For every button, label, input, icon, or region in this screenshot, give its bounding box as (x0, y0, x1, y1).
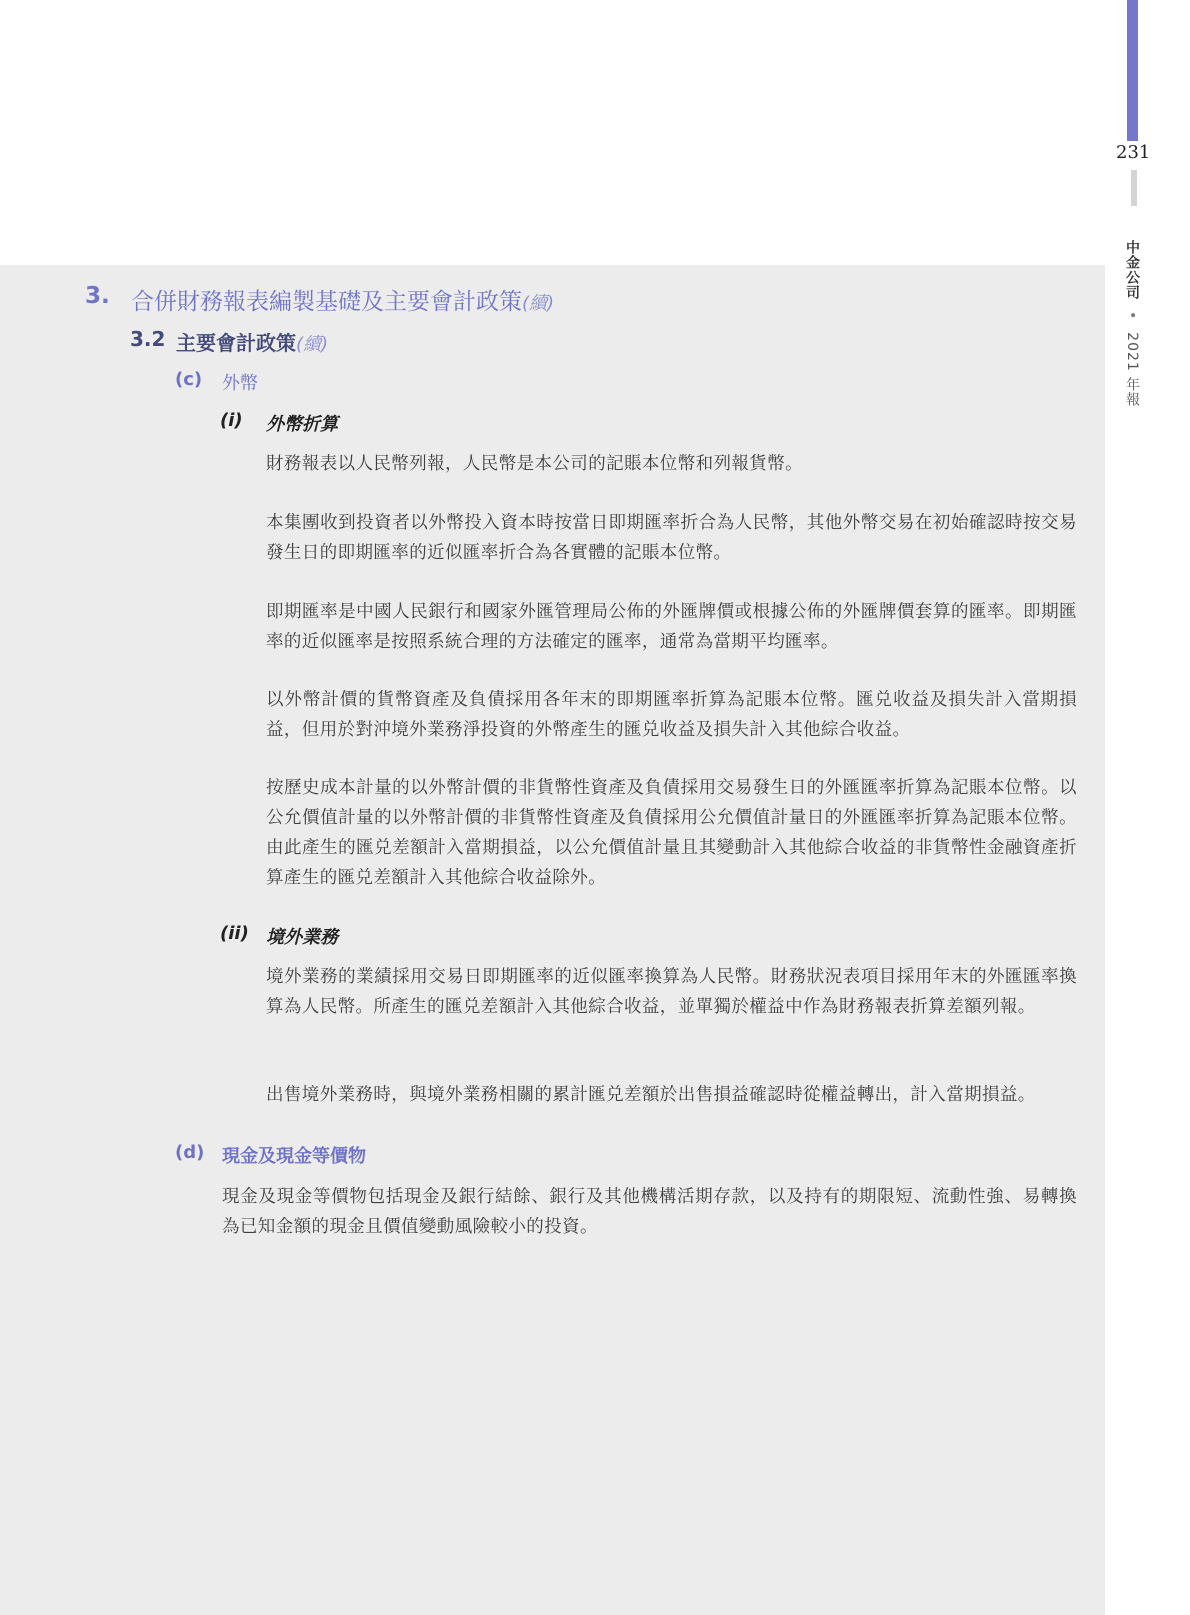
continued-label: (續) (296, 334, 329, 355)
paragraph: 即期匯率是中國人民銀行和國家外匯管理局公佈的外匯牌價或根據公佈的外匯牌價套算的匯率。即期匯率的近似匯率是按照系統合理的方法確定的匯率，通常為當期平均匯率。 (266, 602, 1077, 652)
separator-dot: • (1124, 311, 1140, 321)
report-title: 2021 年報 (1124, 332, 1140, 408)
item-d-label: (d) (175, 1142, 205, 1163)
paragraph: 現金及現金等價物包括現金及銀行結餘、銀行及其他機構活期存款，以及持有的期限短、流動性強、易轉換為已知金額的現金且價值變動風險較小的投資。 (222, 1187, 1077, 1237)
company-name: 中金公司 (1124, 240, 1140, 300)
item-c-title: 外幣 (222, 373, 258, 394)
item-d-title: 現金及現金等價物 (222, 1146, 366, 1167)
paragraph: 按歷史成本計量的以外幣計價的非貨幣性資產及負債採用交易發生日的外匯匯率折算為記賬本位幣。以公允價值計量的以外幣計價的非貨幣性資產及負債採用公允價值計量日的外匯匯率折算為記賬本位幣。由此產生的匯兑差額計入當期損益，以公允價值計量且其變動計入其他綜合收益的非貨幣性金融資產折算產生的匯兑差額計入其他綜合收益除外。 (266, 778, 1077, 888)
paragraph: 本集團收到投資者以外幣投入資本時按當日即期匯率折合為人民幣，其他外幣交易在初始確認時按交易發生日的即期匯率的近似匯率折合為各實體的記賬本位幣。 (266, 513, 1077, 563)
side-grey-bar (1131, 170, 1137, 206)
paragraph: 境外業務的業績採用交易日即期匯率的近似匯率換算為人民幣。財務狀況表項目採用年末的外匯匯率換算為人民幣。所產生的匯兑差額計入其他綜合收益，並單獨於權益中作為財務報表折算差額列報。 (266, 967, 1077, 1017)
item-c-label: (c) (175, 369, 203, 390)
side-accent-bar (1127, 0, 1138, 141)
side-caption (1122, 240, 1142, 407)
section-number: 3. (85, 283, 110, 309)
section-title: 合併財務報表編製基礎及主要會計政策(續) (131, 289, 555, 315)
paragraph: 財務報表以人民幣列報，人民幣是本公司的記賬本位幣和列報貨幣。 (266, 454, 803, 474)
subsection-number: 3.2 (130, 327, 166, 351)
continued-label: (續) (522, 293, 555, 314)
page-number: 231 (1116, 142, 1151, 163)
paragraph: 以外幣計價的貨幣資產及負債採用各年末的即期匯率折算為記賬本位幣。匯兑收益及損失計入當期損益，但用於對沖境外業務淨投資的外幣產生的匯兑收益及損失計入其他綜合收益。 (266, 690, 1077, 740)
subsection-title: 主要會計政策(續) (176, 331, 329, 355)
paragraph: 出售境外業務時，與境外業務相關的累計匯兑差額於出售損益確認時從權益轉出，計入當期損益。 (266, 1085, 1036, 1105)
sub-i-label: (i) (220, 410, 243, 431)
sub-ii-label: (ii) (220, 923, 249, 944)
sub-ii-title: 境外業務 (266, 927, 338, 948)
sub-i-title: 外幣折算 (266, 414, 338, 435)
